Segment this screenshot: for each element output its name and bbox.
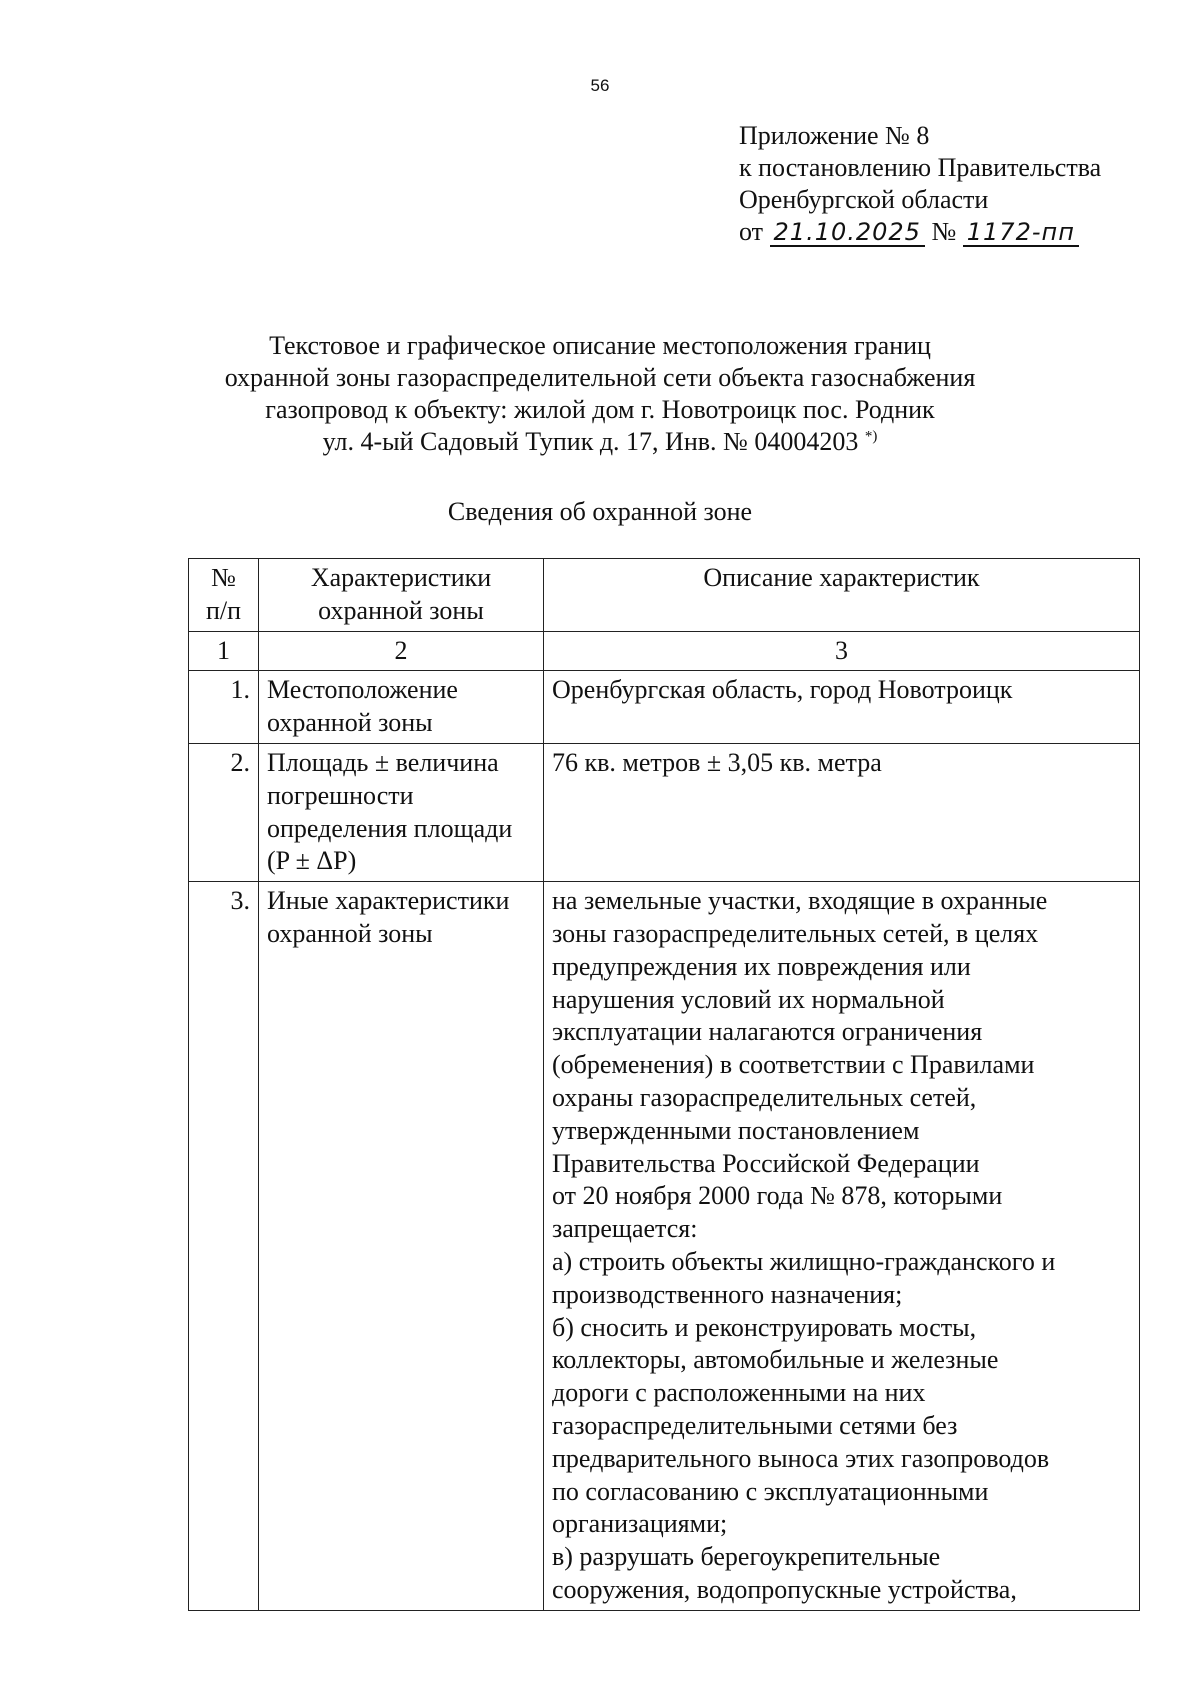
table-row xyxy=(189,882,1140,1611)
title-line-4 xyxy=(0,426,1200,458)
row-characteristic: Иные характеристики охранной зоны xyxy=(259,882,544,1611)
column-number-1: 1 xyxy=(189,631,259,671)
row-number: 3. xyxy=(189,882,259,1611)
table-row xyxy=(189,671,1140,744)
column-number-3: 3 xyxy=(544,631,1140,671)
header-description: Описание характеристик xyxy=(544,559,1140,632)
document-title xyxy=(0,330,1200,458)
number-label: № xyxy=(931,217,957,246)
footnote-mark: *) xyxy=(864,428,878,445)
header-number: № п/п xyxy=(189,559,259,632)
title-line-4-text: ул. 4-ый Садовый Тупик д. 17, Инв. № 04004203 xyxy=(322,427,859,456)
row-description: 76 кв. метров ± 3,05 кв. метра xyxy=(544,743,1140,881)
row-number: 1. xyxy=(189,671,259,744)
from-label: от xyxy=(739,217,764,246)
column-number-row xyxy=(189,631,1140,671)
row-characteristic: Местоположение охранной зоны xyxy=(259,671,544,744)
row-description: на земельные участки, входящие в охранные зоны газораспределительных сетей, в целях предупреждения их повреждения или нарушения условий их нормальной эксплуатации налагаются ограничения (обременения) в соответствии с Правилами охраны газораспределительных сетей, утвержденными постановлением Правительства Российской Федерации от 20 ноября 2000 года № 878, которыми запрещается: а) строить объекты жилищно-гражданского и производственного назначения; б) сносить и реконструировать мосты, коллекторы, автомобильные и железные дороги с расположенными на них газораспределительными сетями без предварительного выноса этих газопроводов по согласованию с эксплуатационными организациями; в) разрушать берегоукрепительные сооружения, водопропускные устройства, xyxy=(544,882,1140,1611)
table-row xyxy=(189,743,1140,881)
appendix-block xyxy=(739,120,1101,248)
title-line-1: Текстовое и графическое описание местоположения границ xyxy=(269,331,931,360)
row-characteristic: Площадь ± величина погрешности определения площади (P ± ΔP) xyxy=(259,743,544,881)
header-characteristic: Характеристики охранной зоны xyxy=(259,559,544,632)
column-number-2: 2 xyxy=(259,631,544,671)
section-subtitle: Сведения об охранной зоне xyxy=(447,497,753,526)
appendix-region: Оренбургской области xyxy=(739,185,989,214)
appendix-title: Приложение № 8 xyxy=(739,121,930,150)
appendix-resolution: к постановлению Правительства xyxy=(739,153,1102,182)
page-number: 56 xyxy=(590,76,610,95)
zone-info-table xyxy=(188,558,1140,1611)
row-number: 2. xyxy=(189,743,259,881)
title-line-3: газопровод к объекту: жилой дом г. Новотроицк пос. Родник xyxy=(265,395,935,424)
handwritten-number: 1172-пп xyxy=(963,219,1079,247)
title-line-2: охранной зоны газораспределительной сети объекта газоснабжения xyxy=(224,363,976,392)
table-header-row xyxy=(189,559,1140,632)
appendix-date-line xyxy=(739,216,1101,248)
handwritten-date: 21.10.2025 xyxy=(770,219,925,247)
row-description: Оренбургская область, город Новотроицк xyxy=(544,671,1140,744)
